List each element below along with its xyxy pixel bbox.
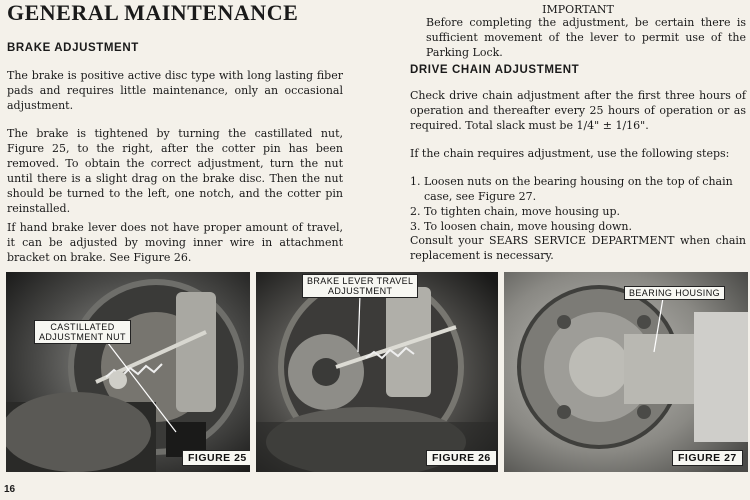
chain-step: 2. To tighten chain, move housing up. — [410, 205, 621, 218]
important-note: Before completing the adjustment, be certain there is sufficient movement of the lever to permit use of the Parking Lock. — [426, 16, 746, 59]
brake-paragraph-3: If hand brake lever does not have proper amount of travel, it can be adjusted by moving inner wire in attachment bracket on brake. See Figure 26. — [7, 221, 343, 264]
chain-step: 1. Loosen nuts on the bearing housing on the top of chain case, see Figure 27. — [410, 175, 733, 203]
important-heading: IMPORTANT — [542, 3, 614, 16]
castillated-nut-callout: CASTILLATED ADJUSTMENT NUT — [34, 320, 131, 344]
page-title: GENERAL MAINTENANCE — [7, 0, 299, 25]
page-number: 16 — [4, 484, 16, 495]
drive-chain-heading: DRIVE CHAIN ADJUSTMENT — [410, 64, 580, 76]
figure-27-photo — [504, 272, 748, 472]
brake-adjustment-heading: BRAKE ADJUSTMENT — [7, 42, 139, 54]
figure-27-label: FIGURE 27 — [672, 450, 743, 466]
brake-lever-travel-callout: BRAKE LEVER TRAVEL ADJUSTMENT — [302, 274, 418, 298]
chain-paragraph-1: Check drive chain adjustment after the first three hours of operation and thereafter every 25 hours of operation or as required. Total slack must be 1/4" ± 1/16". — [410, 89, 746, 132]
chain-step: 3. To loosen chain, move housing down. — [410, 220, 633, 233]
figure-25-photo — [6, 272, 250, 472]
figure-26-label: FIGURE 26 — [426, 450, 497, 466]
chain-paragraph-3: Consult your SEARS SERVICE DEPARTMENT when chain replacement is necessary. — [410, 234, 746, 262]
brake-paragraph-1: The brake is positive active disc type with long lasting fiber pads and requires little maintenance, only an occasional adjustment. — [7, 69, 343, 112]
figure-25-label: FIGURE 25 — [182, 450, 250, 466]
bearing-housing-callout: BEARING HOUSING — [624, 286, 725, 300]
chain-steps-list — [410, 174, 746, 234]
chain-paragraph-2: If the chain requires adjustment, use the following steps: — [410, 147, 730, 160]
figure-26-photo — [256, 272, 498, 472]
brake-paragraph-2: The brake is tightened by turning the castillated nut, Figure 25, to the right, after the cotter pin has been removed. To obtain the correct adjustment, turn the nut until there is a slight drag on the brake disc. Then the nut should be turned to the left, one notch, and the cotter pin reinstalled. — [7, 127, 343, 215]
